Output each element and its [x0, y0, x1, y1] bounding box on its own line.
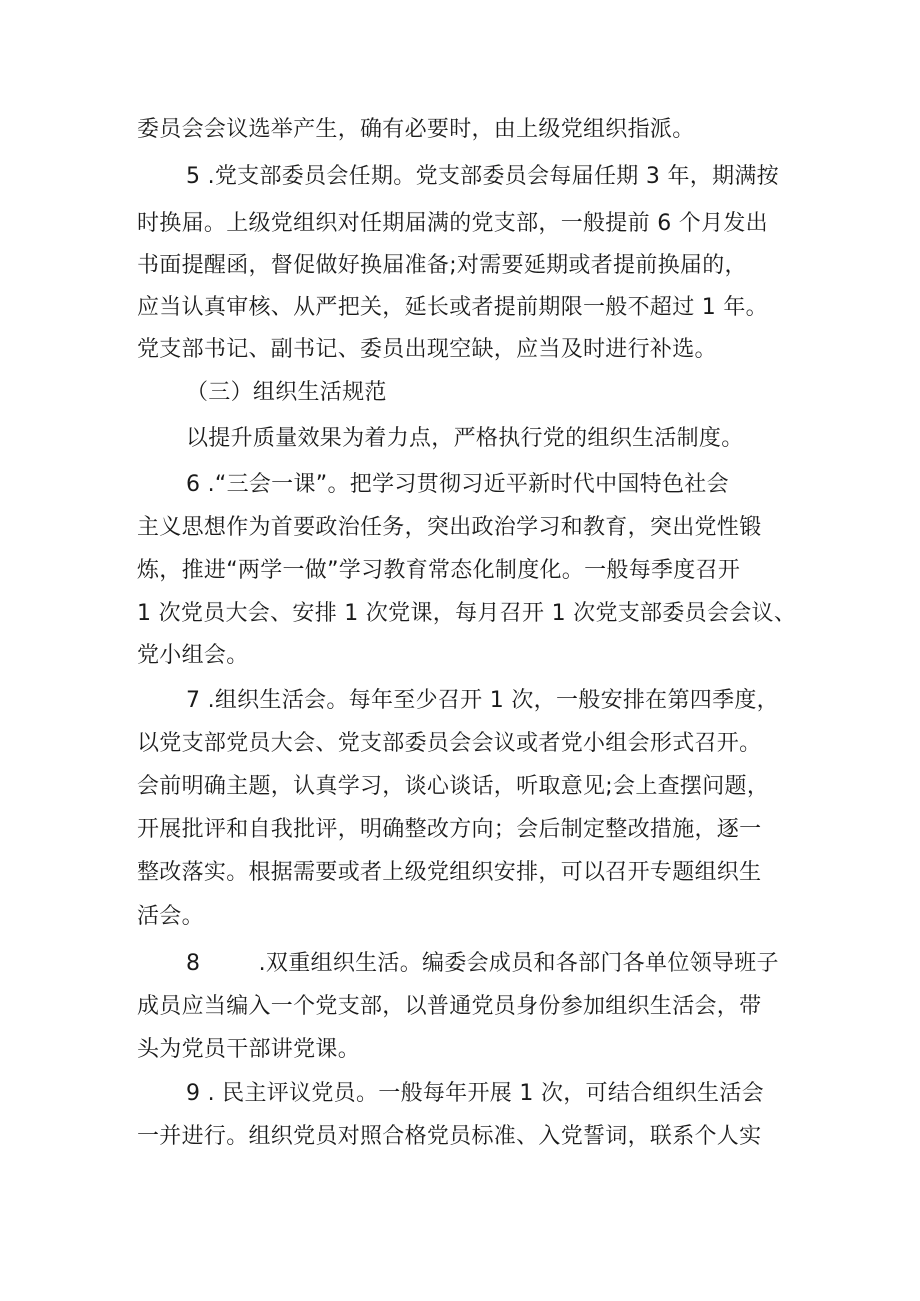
text-line: 整改落实。根据需要或者上级党组织安排，可以召开专题组织生 [137, 860, 762, 885]
text-line: 9 . 民主评议党员。一般每年开展 1 次，可结合组织生活会 [186, 1081, 764, 1106]
text-line: 8 .双重组织生活。编委会成员和各部门各单位领导班子 [186, 951, 779, 976]
text-line: 一并进行。组织党员对照合格党员标准、入党誓词，联系个人实 [137, 1124, 762, 1149]
text-line: 开展批评和自我批评，明确整改方向；会后制定整改措施，逐一 [137, 817, 762, 842]
text-line: 书面提醒函，督促做好换届准备;对需要延期或者提前换届的， [137, 253, 747, 278]
text-line: 5 .党支部委员会任期。党支部委员会每届任期 3 年，期满按 [186, 164, 779, 189]
text-line: 1 次党员大会、安排 1 次党课，每月召开 1 次党支部委员会会议、 [137, 601, 797, 626]
text-line: 党小组会。 [137, 643, 249, 668]
text-line: 活会。 [137, 904, 204, 929]
section-heading: （三）组织生活规范 [186, 380, 387, 405]
text-line: 成员应当编入一个党支部，以普通党员身份参加组织生活会，带 [137, 994, 762, 1019]
text-line: 以提升质量效果为着力点，严格执行党的组织生活制度。 [186, 426, 744, 451]
text-line: 会前明确主题，认真学习，谈心谈话，听取意见;会上查摆问题， [137, 774, 770, 799]
text-line: 主义思想作为首要政治任务，突出政治学习和教育，突出党性锻 [137, 515, 762, 540]
text-line: 委员会会议选举产生，确有必要时，由上级党组织指派。 [137, 117, 695, 142]
text-line: 炼，推进“两学一做”学习教育常态化制度化。一般每季度召开 [137, 558, 741, 583]
text-line: 应当认真审核、从严把关，延长或者提前期限一般不超过 1 年。 [137, 295, 768, 320]
text-line: 以党支部党员大会、党支部委员会会议或者党小组会形式召开。 [137, 731, 762, 756]
text-line: 头为党员干部讲党课。 [137, 1037, 361, 1062]
text-line: 时换届。上级党组织对任期届满的党支部，一般提前 6 个月发出 [137, 211, 768, 236]
text-line: 党支部书记、副书记、委员出现空缺，应当及时进行补选。 [137, 337, 717, 362]
text-line: 7 .组织生活会。每年至少召开 1 次，一般安排在第四季度， [186, 688, 779, 713]
text-line: 6 .“三会一课”。把学习贯彻习近平新时代中国特色社会 [186, 472, 729, 497]
